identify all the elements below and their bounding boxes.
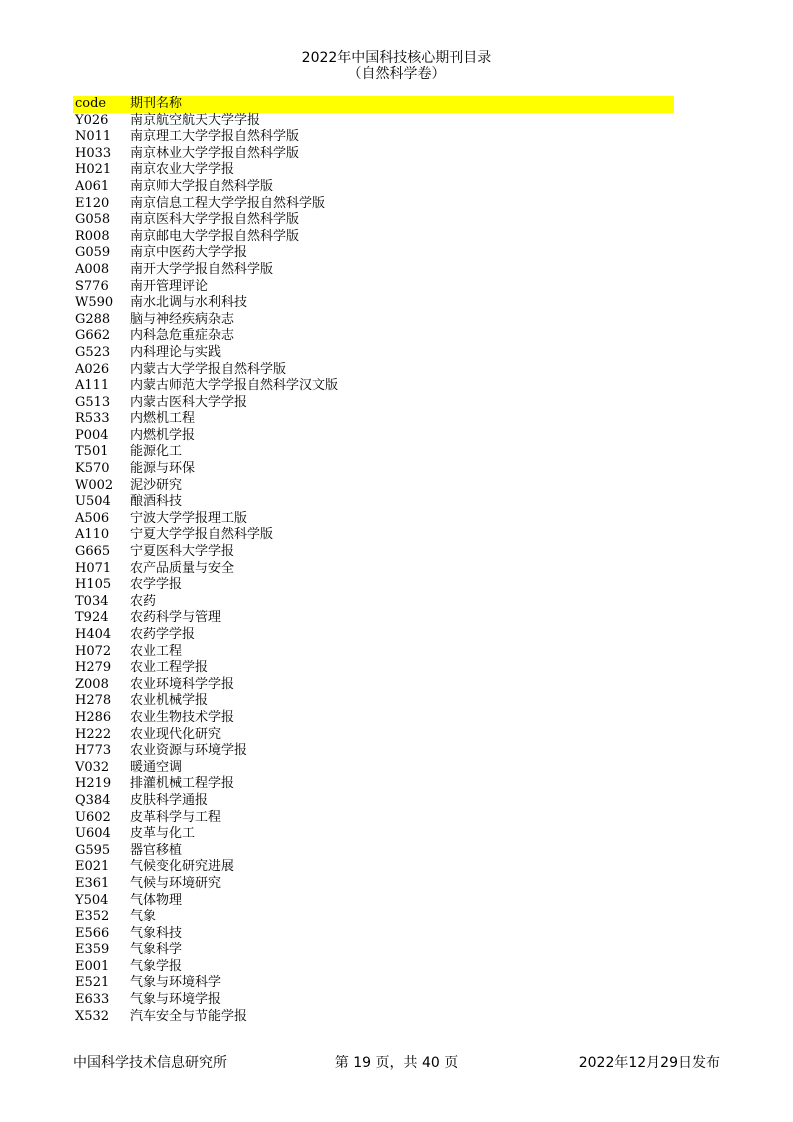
table-row bbox=[73, 810, 674, 827]
journal-code: R008 bbox=[75, 228, 110, 244]
journal-name: 农业工程 bbox=[130, 643, 183, 659]
table-row bbox=[73, 743, 674, 760]
journal-name: 南京农业大学学报 bbox=[130, 162, 235, 178]
journal-name: 内蒙古大学学报自然科学版 bbox=[130, 361, 287, 377]
table-row bbox=[73, 478, 674, 495]
column-header-name: 期刊名称 bbox=[130, 96, 183, 111]
journal-name: 皮革与化工 bbox=[130, 826, 196, 842]
footer-page-number: 第 19 页，共 40 页 bbox=[334, 1055, 459, 1071]
journal-code: Q384 bbox=[75, 792, 111, 808]
journal-name: 气象科学 bbox=[130, 942, 183, 958]
table-row bbox=[73, 627, 674, 644]
journal-code: E633 bbox=[75, 992, 110, 1008]
journal-name: 皮肤科学通报 bbox=[130, 792, 209, 808]
table-row bbox=[73, 279, 674, 296]
table-row bbox=[73, 544, 674, 561]
journal-code: E021 bbox=[75, 859, 110, 875]
table-row bbox=[73, 511, 674, 528]
column-header-code: code bbox=[75, 96, 107, 111]
document-subtitle: （自然科学卷） bbox=[347, 66, 446, 82]
journal-name: 气象与环境学报 bbox=[130, 992, 222, 1008]
table-row bbox=[73, 295, 674, 312]
journal-code: X532 bbox=[75, 1008, 110, 1024]
journal-name: 农业机械学报 bbox=[130, 693, 209, 709]
journal-name: 气象 bbox=[130, 909, 157, 925]
journal-code: E120 bbox=[75, 195, 110, 211]
table-row bbox=[73, 378, 674, 395]
journal-code: T924 bbox=[75, 610, 109, 626]
journal-name: 农学学报 bbox=[130, 577, 183, 593]
journal-code: A061 bbox=[75, 178, 110, 194]
journal-code: K570 bbox=[75, 461, 110, 477]
journal-name: 气象科技 bbox=[130, 925, 183, 941]
journal-name: 南京信息工程大学学报自然科学版 bbox=[130, 195, 326, 211]
table-row bbox=[73, 992, 674, 1009]
table-row bbox=[73, 693, 674, 710]
table-row bbox=[73, 229, 674, 246]
journal-name: 南京中医药大学学报 bbox=[130, 245, 248, 261]
table-row bbox=[73, 212, 674, 229]
journal-name: 内燃机工程 bbox=[130, 411, 196, 427]
journal-name: 农业环境科学学报 bbox=[130, 676, 235, 692]
journal-code: H279 bbox=[75, 660, 112, 676]
journal-code: G288 bbox=[75, 311, 111, 327]
footer-institution: 中国科学技术信息研究所 bbox=[73, 1055, 227, 1071]
document-title: 2022年中国科技核心期刊目录 bbox=[301, 50, 492, 66]
table-row bbox=[73, 926, 674, 943]
journal-code: H021 bbox=[75, 162, 112, 178]
journal-name: 气象学报 bbox=[130, 958, 183, 974]
journal-code: H033 bbox=[75, 145, 112, 161]
journal-name: 能源化工 bbox=[130, 444, 183, 460]
journal-name: 农业工程学报 bbox=[130, 660, 209, 676]
journal-name: 气候变化研究进展 bbox=[130, 859, 235, 875]
table-row bbox=[73, 395, 674, 412]
journal-code: S776 bbox=[75, 278, 109, 294]
table-row bbox=[73, 710, 674, 727]
table-row bbox=[73, 527, 674, 544]
journal-code: A506 bbox=[75, 510, 110, 526]
journal-code: E361 bbox=[75, 875, 110, 891]
journal-name: 南水北调与水利科技 bbox=[130, 295, 248, 311]
table-row bbox=[73, 677, 674, 694]
table-row bbox=[73, 461, 674, 478]
journal-name: 农药科学与管理 bbox=[130, 610, 222, 626]
table-row bbox=[73, 262, 674, 279]
journal-code: G513 bbox=[75, 394, 111, 410]
journal-code: Z008 bbox=[75, 676, 109, 692]
table-row bbox=[73, 1009, 674, 1026]
journal-code: H219 bbox=[75, 776, 112, 792]
table-row bbox=[73, 859, 674, 876]
journal-name: 器官移植 bbox=[130, 842, 183, 858]
journal-code: A026 bbox=[75, 361, 110, 377]
journal-name: 汽车安全与节能学报 bbox=[130, 1008, 248, 1024]
journal-code: H072 bbox=[75, 643, 112, 659]
journal-name: 脑与神经疾病杂志 bbox=[130, 311, 235, 327]
journal-name: 能源与环保 bbox=[130, 461, 196, 477]
journal-name: 南京航空航天大学学报 bbox=[130, 112, 261, 128]
journal-code: N011 bbox=[75, 129, 112, 145]
footer-publish-date: 2022年12月29日发布 bbox=[578, 1055, 720, 1071]
table-row bbox=[73, 975, 674, 992]
journal-code: A008 bbox=[75, 261, 110, 277]
table-row bbox=[73, 893, 674, 910]
journal-code: T034 bbox=[75, 593, 109, 609]
table-row bbox=[73, 959, 674, 976]
journal-name: 农产品质量与安全 bbox=[130, 560, 235, 576]
table-row bbox=[73, 561, 674, 578]
journal-code: G595 bbox=[75, 842, 111, 858]
journal-name: 排灌机械工程学报 bbox=[130, 776, 235, 792]
journal-code: E001 bbox=[75, 958, 110, 974]
journal-code: H278 bbox=[75, 693, 112, 709]
journal-code: H404 bbox=[75, 627, 112, 642]
journal-name: 内科急危重症杂志 bbox=[130, 328, 235, 344]
journal-name: 南京邮电大学学报自然科学版 bbox=[130, 228, 300, 244]
journal-name: 农药 bbox=[130, 593, 157, 609]
table-row bbox=[73, 245, 674, 262]
table-row bbox=[73, 179, 674, 196]
journal-name: 酿酒科技 bbox=[130, 494, 183, 510]
journal-code: R533 bbox=[75, 411, 110, 427]
journal-name: 南京理工大学学报自然科学版 bbox=[130, 129, 300, 145]
journal-name: 宁夏医科大学学报 bbox=[130, 544, 235, 560]
table-header-row bbox=[73, 96, 674, 113]
journal-code: H286 bbox=[75, 709, 112, 725]
journal-name: 宁夏大学学报自然科学版 bbox=[130, 527, 274, 543]
table-row bbox=[73, 577, 674, 594]
journal-name: 农业现代化研究 bbox=[130, 726, 222, 742]
table-row bbox=[73, 594, 674, 611]
journal-name: 农业资源与环境学报 bbox=[130, 743, 248, 759]
journal-name: 皮革科学与工程 bbox=[130, 809, 222, 825]
table-row bbox=[73, 345, 674, 362]
journal-code: T501 bbox=[75, 444, 109, 460]
journal-table bbox=[73, 96, 674, 1025]
table-row bbox=[73, 113, 674, 130]
journal-name: 南开大学学报自然科学版 bbox=[130, 261, 274, 277]
journal-name: 气象与环境科学 bbox=[130, 975, 222, 991]
journal-name: 南京林业大学学报自然科学版 bbox=[130, 145, 300, 161]
journal-code: H105 bbox=[75, 577, 112, 593]
journal-code: Y504 bbox=[75, 892, 109, 908]
journal-name: 暖通空调 bbox=[130, 759, 183, 775]
journal-code: G665 bbox=[75, 544, 111, 560]
journal-code: V032 bbox=[75, 759, 110, 775]
table-row bbox=[73, 909, 674, 926]
table-row bbox=[73, 328, 674, 345]
table-row bbox=[73, 312, 674, 329]
table-row bbox=[73, 793, 674, 810]
table-row bbox=[73, 760, 674, 777]
journal-code: E352 bbox=[75, 909, 110, 925]
table-row bbox=[73, 129, 674, 146]
table-row bbox=[73, 776, 674, 793]
table-row bbox=[73, 196, 674, 213]
journal-name: 南京师大学报自然科学版 bbox=[130, 178, 274, 194]
table-row bbox=[73, 843, 674, 860]
journal-name: 内蒙古师范大学学报自然科学汉文版 bbox=[130, 378, 339, 394]
table-row bbox=[73, 362, 674, 379]
journal-code: U504 bbox=[75, 494, 111, 510]
table-row bbox=[73, 942, 674, 959]
journal-code: H071 bbox=[75, 560, 112, 576]
journal-code: G058 bbox=[75, 212, 111, 228]
journal-name: 气体物理 bbox=[130, 892, 183, 908]
table-row bbox=[73, 660, 674, 677]
journal-name: 农药学学报 bbox=[130, 627, 196, 642]
table-row bbox=[73, 444, 674, 461]
journal-code: H773 bbox=[75, 743, 112, 759]
table-row bbox=[73, 876, 674, 893]
journal-name: 泥沙研究 bbox=[130, 477, 183, 493]
journal-code: U602 bbox=[75, 809, 111, 825]
journal-code: E566 bbox=[75, 925, 110, 941]
journal-code: G059 bbox=[75, 245, 111, 261]
journal-name: 内燃机学报 bbox=[130, 427, 196, 443]
journal-code: A110 bbox=[75, 527, 110, 543]
journal-code: W002 bbox=[75, 477, 114, 493]
journal-code: H222 bbox=[75, 726, 112, 742]
journal-code: W590 bbox=[75, 295, 114, 311]
journal-code: U604 bbox=[75, 826, 111, 842]
journal-name: 宁波大学学报理工版 bbox=[130, 510, 248, 526]
table-row bbox=[73, 428, 674, 445]
journal-code: G662 bbox=[75, 328, 111, 344]
table-row bbox=[73, 146, 674, 163]
table-row bbox=[73, 826, 674, 843]
journal-code: A111 bbox=[75, 378, 110, 394]
journal-name: 内科理论与实践 bbox=[130, 344, 222, 360]
table-row bbox=[73, 610, 674, 627]
journal-name: 南京医科大学学报自然科学版 bbox=[130, 212, 300, 228]
table-body bbox=[73, 113, 674, 1026]
journal-code: G523 bbox=[75, 344, 111, 360]
table-row bbox=[73, 411, 674, 428]
journal-code: P004 bbox=[75, 427, 109, 443]
table-row bbox=[73, 727, 674, 744]
journal-name: 农业生物技术学报 bbox=[130, 709, 235, 725]
journal-code: Y026 bbox=[75, 112, 109, 128]
journal-code: E521 bbox=[75, 975, 110, 991]
journal-name: 气候与环境研究 bbox=[130, 875, 222, 891]
table-row bbox=[73, 644, 674, 661]
journal-name: 南开管理评论 bbox=[130, 278, 209, 294]
table-row bbox=[73, 494, 674, 511]
journal-code: E359 bbox=[75, 942, 110, 958]
journal-name: 内蒙古医科大学学报 bbox=[130, 394, 248, 410]
table-row bbox=[73, 162, 674, 179]
